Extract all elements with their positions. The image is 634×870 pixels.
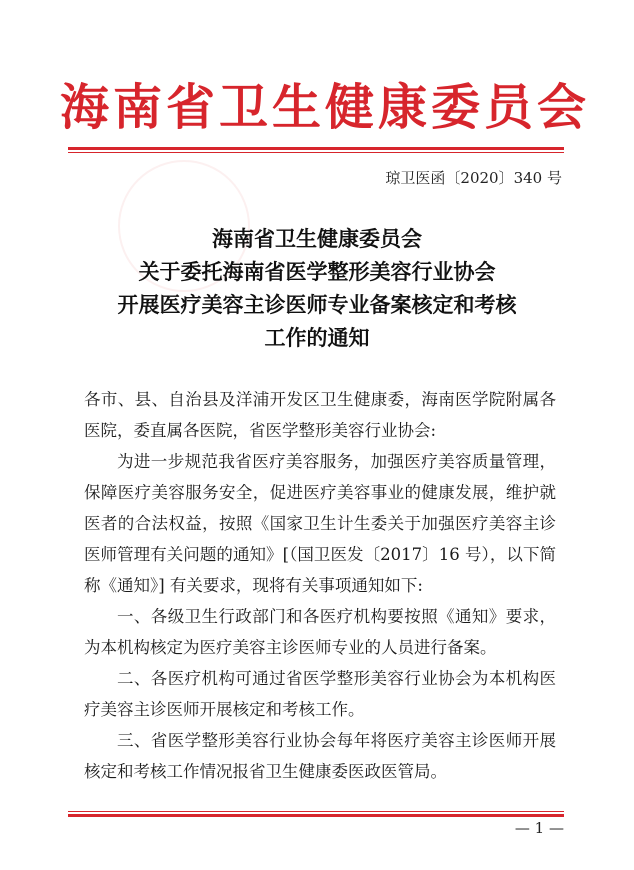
header-rule-thin xyxy=(68,152,564,153)
paragraph-intro: 为进一步规范我省医疗美容服务，加强医疗美容质量管理，保障医疗美容服务安全，促进医疗美容事业的健康发展，维护就医者的合法权益，按照《国家卫生计生委关于加强医疗美容主诊医师管理有关问题的通知》[（国卫医发〔2017〕16 号），以下简称《通知》] 有关要求，现将有关事项通知如下: xyxy=(84,452,556,595)
title-line-4: 工作的通知 xyxy=(264,325,370,350)
paragraph-item-3: 三、省医学整形美容行业协会每年将医疗美容主诊医师开展核定和考核工作情况报省卫生健康委医政医管局。 xyxy=(84,731,556,781)
document-title xyxy=(60,222,574,354)
title-line-2: 关于委托海南省医学整形美容行业协会 xyxy=(138,259,496,284)
page-number: — 1 — xyxy=(514,819,564,837)
paragraph-item-2: 二、各医疗机构可通过省医学整形美容行业协会为本机构医疗美容主诊医师开展核定和考核工作。 xyxy=(84,669,556,719)
addressee: 各市、县、自治县及洋浦开发区卫生健康委，海南医学院附属各医院，委直属各医院，省医学整形美容行业协会: xyxy=(84,390,556,440)
title-line-3: 开展医疗美容主诊医师专业备案核定和考核 xyxy=(117,292,517,317)
masthead-title: 海南省卫生健康委员会 xyxy=(60,79,591,136)
footer-rule-thick xyxy=(68,814,564,817)
document-number: 琼卫医函〔2020〕340 号 xyxy=(385,169,562,187)
paragraph-item-1: 一、各级卫生行政部门和各医疗机构要按照《通知》要求，为本机构核定为医疗美容主诊医师专业的人员进行备案。 xyxy=(84,607,556,657)
header-rule-thick xyxy=(68,147,564,150)
footer-rule-thin xyxy=(68,811,564,812)
title-line-1: 海南省卫生健康委员会 xyxy=(212,226,422,251)
document-body xyxy=(84,384,556,787)
